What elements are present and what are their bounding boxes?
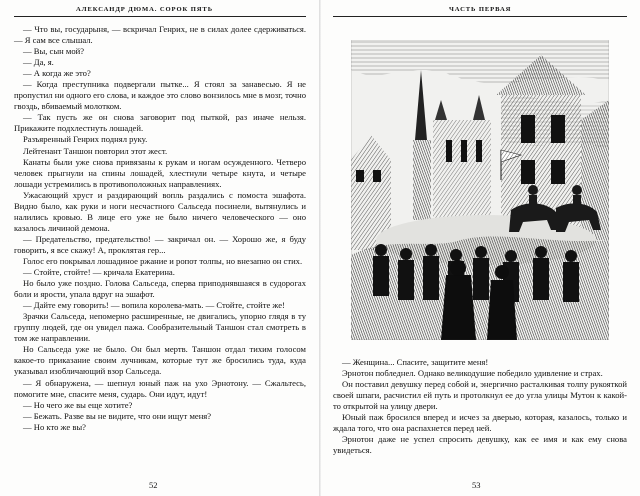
engraving-illustration <box>351 40 609 340</box>
paragraph: Но было уже поздно. Голова Сальседа, сперва приподнявшаяся в судорогах боли и ярости, упала вдруг на эшафот. <box>14 278 306 300</box>
paragraph: — Когда преступника подвергали пытке... Я стоял за занавесью. Я не пропустил ни одного его слова, и каждое это слово вонзилось мне в мозг, точно гвоздь, вбиваемый молотком. <box>14 79 306 112</box>
left-body-text <box>14 24 306 433</box>
right-running-head: ЧАСТЬ ПЕРВАЯ <box>449 6 512 13</box>
right-body-text <box>333 357 627 456</box>
paragraph: Канаты были уже снова привязаны к рукам и ногам осужденного. Четверо человек прыгнули на спины лошадей, хлестнули четыре кнута, и четыре лошади устремились в противоположных направлениях. <box>14 156 306 189</box>
paragraph: Зрачки Сальседа, непомерно расширенные, не двигались, упорно глядя в ту группу людей, где он увидел пажа. Сообразительный Таншон стал смотреть в том же направлении. <box>14 311 306 344</box>
paragraph: — Вы, сын мой? <box>23 46 85 57</box>
right-page-number: 53 <box>472 480 481 490</box>
paragraph: — Что вы, государыня, — вскричал Генрих, не в силах долее сдерживаться. — Я сам все слышал. <box>14 24 306 46</box>
paragraph: — Дайте ему говорить! — вопила королева-мать. — Стойте, стойте же! <box>23 300 285 311</box>
left-header-rule <box>14 16 306 17</box>
paragraph: Лейтенант Таншон повторил этот жест. <box>23 145 168 156</box>
right-page <box>321 0 640 496</box>
paragraph: — Бежать. Разве вы не видите, что они ищут меня? <box>23 410 212 421</box>
paragraph: — Я обнаружена, — шепнул юный паж на ухо Эрнотону. — Сжальтесь, помогите мне, спасите меня, сударь. Они идут, идут! <box>14 377 306 399</box>
paragraph: — Но кто же вы? <box>23 421 86 432</box>
left-page-number: 52 <box>149 480 158 490</box>
paragraph: Юный паж бросился вперед и исчез за дверью, которая, казалось, только и ждала того, что она распахнется перед ней. <box>333 412 627 434</box>
paragraph: — Да, я. <box>23 57 54 68</box>
paragraph: Ужасающий хруст и раздирающий вопль раздались с помоста эшафота. Видно было, как руки и ноги несчастного Сальседа посинели, вытянулись и налились кровью. В лице его уже не было ничего человеческого — оно казалось личиной демона. <box>14 189 306 233</box>
left-running-head: АЛЕКСАНДР ДЮМА. СОРОК ПЯТЬ <box>76 6 213 13</box>
paragraph: — Стойте, стойте! — кричала Екатерина. <box>23 267 175 278</box>
left-page <box>0 0 319 496</box>
paragraph: Но Сальседа уже не было. Он был мертв. Таншон отдал тихим голосом какое-то приказание своим лучникам, которые тут же бросились туда, куда указывал изобличающий взор Сальседа. <box>14 344 306 377</box>
paragraph: Эрнотон побледнел. Однако великодушие победило удивление и страх. <box>342 368 603 379</box>
paragraph: — Предательство, предательство! — закричал он. — Хорошо же, я буду говорить, я все скажу! А, проклятая гер... <box>14 233 306 255</box>
paragraph: — Так пусть же он снова заговорит под пыткой, раз иначе нельзя. Прикажите подхлестнуть лошадей. <box>14 112 306 134</box>
paragraph: — А когда же это? <box>23 68 91 79</box>
right-header-rule <box>333 16 627 17</box>
paragraph: Эрнотон даже не успел спросить девушку, как ее имя и как ему снова увидеться. <box>333 434 627 456</box>
paragraph: Он поставил девушку перед собой и, энергично расталкивая толпу рукояткой своей шпаги, расчистил ей путь и протолкнул ее до угла улицы Мутон к какой-то открытой на улицу двери. <box>333 379 627 412</box>
paragraph: — Женщина... Спасите, защитите меня! <box>342 357 489 367</box>
paragraph: Разъяренный Генрих поднял руку. <box>23 134 148 145</box>
paragraph: — Но чего же вы еще хотите? <box>23 399 133 410</box>
paragraph: Голос его покрывал лошадиное ржание и ропот толпы, но внезапно он стих. <box>23 255 303 266</box>
